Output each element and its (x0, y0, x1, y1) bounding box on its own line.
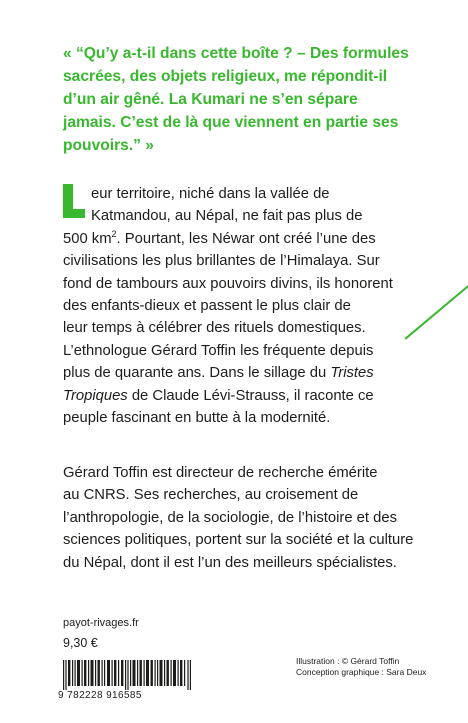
intro-line: Katmandou, au Népal, ne fait pas plus de (91, 208, 363, 225)
quote-line: jamais. C’est de là que viennent en partie ses (63, 114, 399, 131)
price: 9,30 € (63, 636, 98, 650)
quote-line: d’un air gêné. La Kumari ne s’en sépare (63, 91, 358, 108)
intro-line: civilisations les plus brillantes de l’Himalaya. Sur (63, 253, 380, 270)
book-title: Tropiques (63, 387, 128, 404)
author-line: au CNRS. Ses recherches, au croisement de (63, 487, 359, 504)
intro-line: Tropiques de Claude Lévi-Strauss, il raconte ce (63, 387, 374, 404)
intro-line: eur territoire, niché dans la vallée de (91, 186, 330, 202)
author-line: l’anthropologie, de la sociologie, de l’histoire et des (63, 509, 397, 526)
intro-line: plus de quarante ans. Dans le sillage du Tristes (63, 365, 374, 382)
intro-line: leur temps à célébrer des rituels domestiques. (63, 320, 366, 337)
author-line: Gérard Toffin est directeur de recherche émérite (63, 465, 378, 481)
intro-line: 500 $km^2$. Pourtant, les Néwar ont créé l’une des (63, 228, 376, 247)
isbn-digits: 9 782228 916585 (58, 690, 142, 701)
intro-line: L’ethnologue Gérard Toffin les fréquente depuis (63, 342, 374, 359)
author-line: sciences politiques, portent sur la société et la culture (63, 532, 414, 549)
author-line: du Népal, dont il est l’un des meilleurs spécialistes. (63, 554, 397, 571)
intro-line: fond de tambours aux pouvoirs divins, ils honorent (63, 275, 393, 292)
barcode (63, 660, 191, 690)
intro-line: des enfants-dieux et passent le plus clair de (63, 298, 351, 315)
quote-line: « “Qu’y a-t-il dans cette boîte ? – Des formules (63, 45, 409, 62)
illustration-credit: Illustration : © Gérard Toffin (296, 656, 400, 666)
book-title: Tristes (330, 365, 374, 382)
author-bio (63, 462, 414, 574)
credits (296, 656, 426, 678)
design-credit: Conception graphique : Sara Deux (296, 667, 427, 677)
quote-line: sacrées, des objets religieux, me répondit-il (63, 68, 388, 85)
quote-line: pouvoirs.” » (63, 137, 154, 154)
intro-line: peuple fascinant en butte à la modernité. (63, 410, 331, 427)
publisher-website: payot-rivages.fr (63, 617, 139, 629)
back-cover-quote (63, 42, 423, 157)
intro-paragraph (63, 183, 407, 429)
green-diagonal-line (405, 267, 468, 339)
